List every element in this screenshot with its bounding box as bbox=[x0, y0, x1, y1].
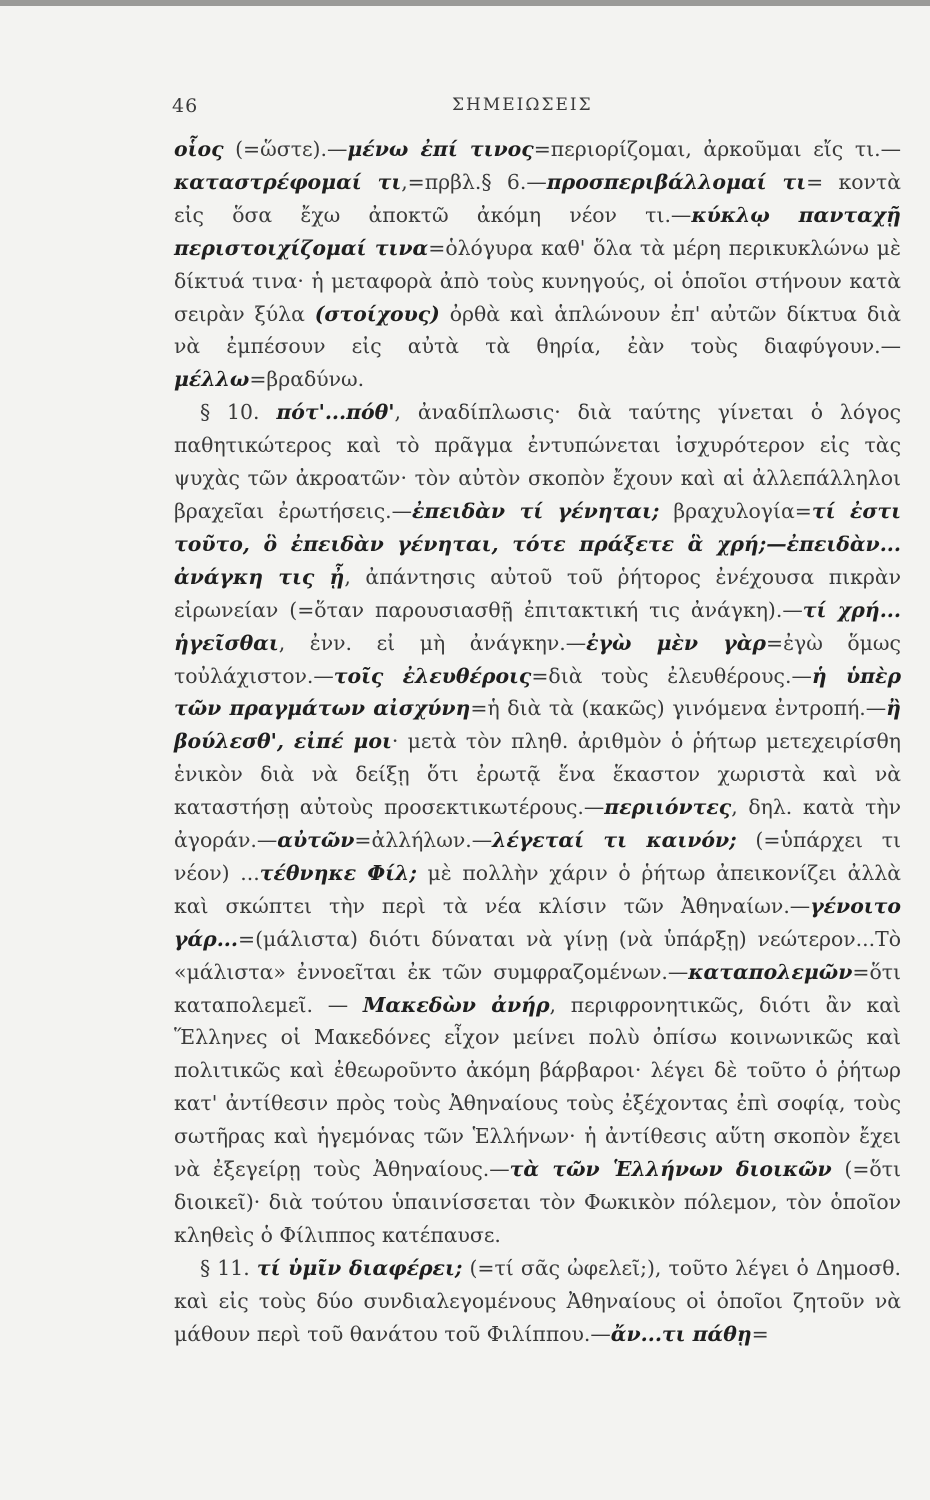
note-text: =περιορίζομαι, ἀρκοῦμαι εἴς τι.— bbox=[533, 137, 901, 161]
lemma-term: κύκλῳ πανταχῇ περιστοιχίζομαί τινα bbox=[174, 202, 902, 260]
lemma-term: τί ἐστι τοῦτο, ὃ ἐπειδὰν γένηται, τότε πράξετε ἃ χρή;—ἐπειδὰν... ἀνάγκη τις ᾖ bbox=[174, 498, 902, 589]
note-text: , περιφρονητικῶς, διότι ἂν καὶ Ἕλληνες οἱ Μακεδόνες εἶχον μείνει πολὺ ὀπίσω κοινωνικῶς καὶ πολιτικῶς καὶ ἐθεωροῦντο ἀκόμη βάρβαροι· λέγει δὲ τοῦτο ὁ ῥήτωρ κατ' ἀντίθεσιν πρὸς τοὺς Ἀθηναίους τοὺς ἐξέχοντας ἐπὶ σοφίᾳ, τοὺς σωτῆρας καὶ ἡγεμόνας τῶν Ἑλλήνων· ἡ ἀντίθεσις αὕτη σκοπὸν ἔχει νὰ ἐξεγείρῃ τοὺς Ἀθηναίους.— bbox=[174, 992, 901, 1182]
lemma-term: ἐπειδὰν τί γένηται; bbox=[412, 498, 660, 523]
note-text: =ὅτι καταπολεμεῖ. — bbox=[174, 959, 901, 1017]
note-text: =ἡ διὰ τὰ (κακῶς) γινόμενα ἐντροπή.— bbox=[470, 696, 887, 721]
lemma-term: πότ'...πόθ' bbox=[276, 400, 395, 425]
lemma-term: μένω ἐπί τινος bbox=[347, 137, 534, 161]
lemma-term: προσπεριβάλλομαί τι bbox=[546, 169, 807, 194]
note-text: =διὰ τοὺς ἐλευθέρους.— bbox=[531, 663, 812, 688]
note-text: ,=πρβλ.§ 6.— bbox=[401, 169, 547, 194]
lemma-term: (στοίχους) bbox=[314, 301, 440, 326]
lemma-term: περιιόντες bbox=[604, 795, 732, 820]
note-text: βραχυλογία= bbox=[659, 498, 812, 523]
lemma-term: αὐτῶν bbox=[277, 828, 355, 853]
lemma-term: καταπολεμῶν bbox=[688, 959, 853, 984]
lemma-term: τέθνηκε Φίλ; bbox=[259, 860, 417, 885]
running-title: ΣΗΜΕΙΩΣΕΙΣ bbox=[452, 95, 593, 115]
lemma-term: οἷος bbox=[174, 137, 224, 161]
note-text: , ἐνν. εἰ μὴ ἀνάγκην.— bbox=[278, 630, 587, 655]
note-text: μὲ πολλὴν χάριν ὁ ῥήτωρ ἀπεικονίζει ἀλλὰ καὶ σκώπτει τὴν περὶ τὰ νέα κλίσιν τῶν Ἀθηναίων.— bbox=[174, 860, 901, 918]
note-text: (=ὅτι διοικεῖ)· διὰ τούτου ὑπαινίσσεται τὸν Φωκικὸν πόλεμον, τὸν ὁποῖον κληθεὶς ὁ Φίλιππος κατέπαυσε. bbox=[174, 1157, 901, 1247]
note-text: =ἀλλήλων.— bbox=[354, 828, 493, 853]
book-page bbox=[160, 95, 905, 1351]
note-text: § 10. bbox=[200, 400, 277, 425]
note-paragraph bbox=[174, 133, 901, 396]
lemma-term: ἄν...τι πάθῃ bbox=[610, 1321, 752, 1346]
lemma-term: τί χρή... ἡγεῖσθαι bbox=[174, 597, 901, 655]
lemma-term: ἢ βούλεσθ', εἰπέ μοι bbox=[174, 696, 901, 754]
note-text: =ἐγὼ ὅμως τοὐλάχιστον.— bbox=[174, 630, 901, 688]
lemma-term: ἐγὼ μὲν γὰρ bbox=[586, 630, 766, 655]
note-text: , ἀπάντησις αὐτοῦ τοῦ ῥήτορος ἐνέχουσα πικρὰν εἰρωνείαν (=ὅταν παρουσιασθῇ ἐπιτακτική τις ἀνάγκη).— bbox=[174, 564, 902, 622]
page-number: 46 bbox=[172, 95, 199, 117]
note-text: = bbox=[751, 1321, 769, 1346]
lemma-term: μέλλω bbox=[174, 367, 250, 392]
note-text: = κοντὰ εἰς ὅσα ἔχω ἀποκτῶ ἀκόμη νέον τι.— bbox=[174, 169, 901, 227]
lemma-term: ἡ ὑπὲρ τῶν πραγμάτων αἰσχύνη bbox=[174, 663, 902, 721]
page-header bbox=[160, 95, 905, 129]
note-paragraph bbox=[174, 1252, 901, 1351]
note-text: § 11. bbox=[200, 1255, 257, 1280]
lemma-term: καταστρέφομαί τι bbox=[174, 169, 402, 194]
note-text: (=τί σᾶς ὠφελεῖ;), τοῦτο λέγει ὁ Δημοσθ. καὶ εἰς τοὺς δύο συνδιαλεγομένους Ἀθηναίους οἱ ὁποῖοι ζητοῦν νὰ μάθουν περὶ τοῦ θανάτου τοῦ Φιλίππου.— bbox=[174, 1255, 902, 1346]
note-text: =ὁλόγυρα καθ' ὅλα τὰ μέρη περικυκλώνω μὲ δίκτυά τινα· ἡ μεταφορὰ ἀπὸ τοὺς κυνηγούς, οἱ ὁποῖοι στήνουν κατὰ σειρὰν ξύλα bbox=[174, 235, 902, 326]
note-text: · μετὰ τὸν πληθ. ἀριθμὸν ὁ ῥήτωρ μετεχειρίσθη ἑνικὸν διὰ νὰ δείξῃ ὅτι ἐρωτᾷ ἕνα ἕκαστον χωριστὰ καὶ νὰ καταστήσῃ αὐτοὺς προσεκτικωτέρους.— bbox=[174, 729, 901, 820]
note-text: ὀρθὰ καὶ ἁπλώνουν ἐπ' αὐτῶν δίκτυα διὰ νὰ ἐμπέσουν εἰς αὐτὰ τὰ θηρία, ἐὰν τοὺς διαφύγουν.— bbox=[174, 301, 901, 359]
lemma-term: τοῖς ἐλευθέροις bbox=[333, 663, 532, 688]
note-text: =βραδύνω. bbox=[249, 367, 365, 392]
lemma-term: γένοιτο γάρ... bbox=[174, 893, 901, 951]
lemma-term: Μακεδὼν ἀνήρ bbox=[362, 992, 550, 1017]
note-text: =(μάλιστα) διότι δύναται νὰ γίνῃ (νὰ ὑπάρξῃ) νεώτερον...Τὸ «μάλιστα» ἐννοεῖται ἐκ τῶν συμφραζομένων.— bbox=[174, 926, 901, 984]
note-text: (=ὥστε).— bbox=[223, 137, 348, 161]
lemma-term: τί ὑμῖν διαφέρει; bbox=[256, 1255, 463, 1280]
lemma-term: τὰ τῶν Ἑλλήνων διοικῶν bbox=[509, 1157, 832, 1182]
note-text: , δηλ. κατὰ τὴν ἀγοράν.— bbox=[174, 795, 901, 853]
page-top-edge bbox=[0, 0, 930, 6]
note-text: , ἀναδίπλωσις· διὰ ταύτης γίνεται ὁ λόγος παθητικώτερος καὶ τὸ πρᾶγμα ἐντυπώνεται ἰσχυρότερον εἰς τὰς ψυχὰς τῶν ἀκροατῶν· τὸν αὐτὸν σκοπὸν ἔχουν καὶ αἱ ἀλλεπάλληλοι βραχεῖαι ἐρωτήσεις.— bbox=[174, 400, 901, 523]
notes-body bbox=[160, 133, 905, 1351]
lemma-term: λέγεταί τι καινόν; bbox=[492, 828, 737, 853]
note-text: (=ὑπάρχει τι νέον) ... bbox=[174, 828, 901, 885]
note-paragraph bbox=[174, 396, 901, 1252]
